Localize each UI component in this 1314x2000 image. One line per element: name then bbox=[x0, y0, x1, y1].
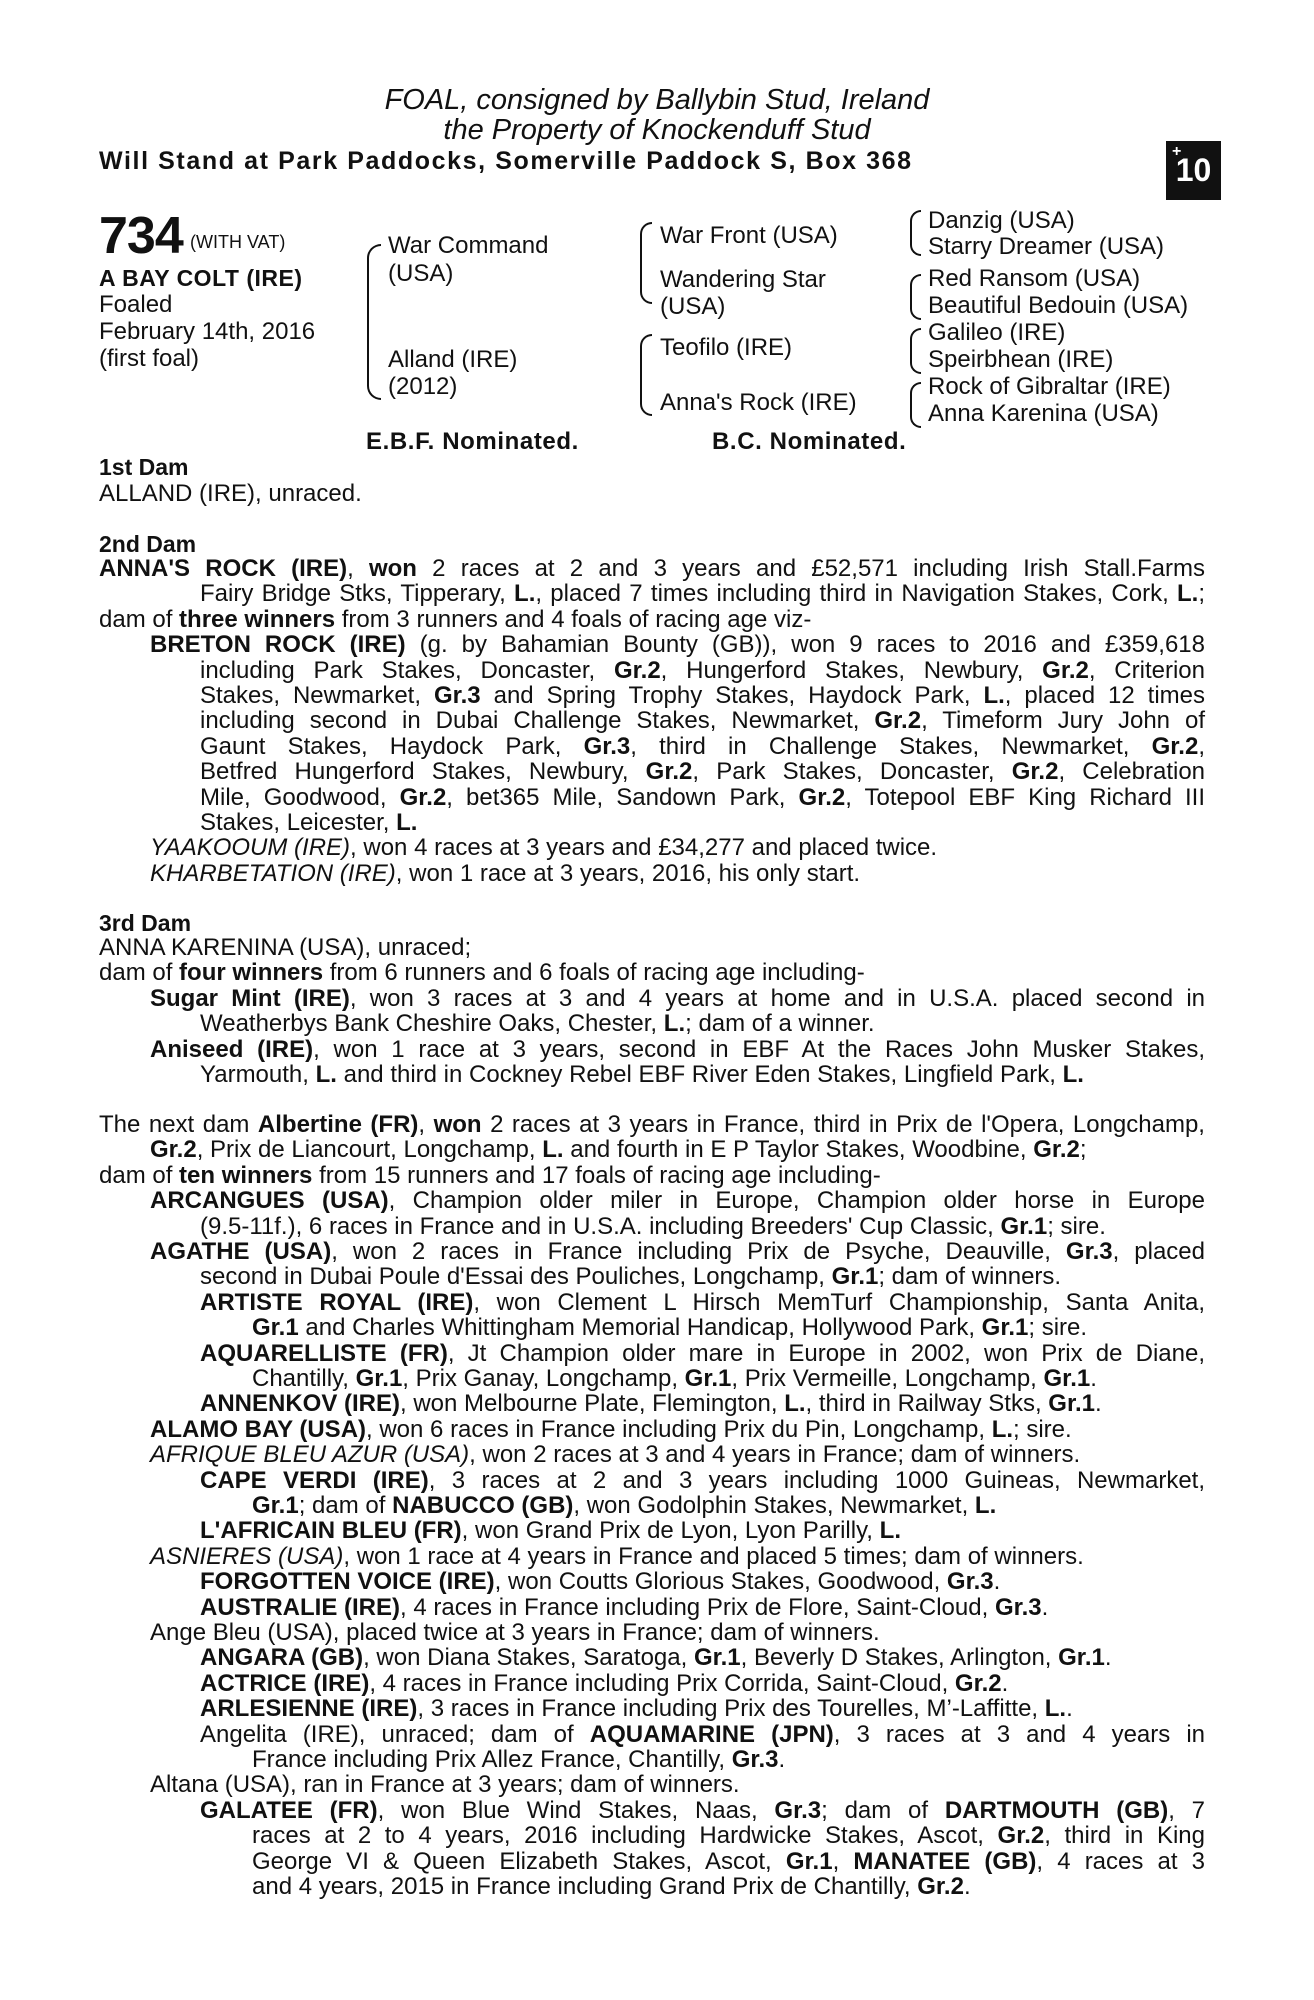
text-run: . bbox=[993, 1568, 1001, 1596]
text-run: BRETON ROCK (IRE) bbox=[150, 631, 406, 659]
consignor-line: FOAL, consigned by Ballybin Stud, Ireland bbox=[384, 84, 930, 116]
text-run: AQUARELLISTE (FR) bbox=[200, 1339, 448, 1367]
text-line bbox=[150, 1239, 1205, 1265]
text-run: dam of bbox=[99, 1161, 180, 1189]
text-run: Chantilly, bbox=[252, 1365, 356, 1392]
text-run: , won 1 race at 3 years, second in EBF At the Races John Musker Stakes, bbox=[313, 1035, 1205, 1063]
text-run: , Celebration bbox=[1058, 758, 1206, 786]
text-run: , Criterion bbox=[1088, 656, 1205, 684]
text-run: Weatherbys Bank Cheshire Oaks, Chester, bbox=[200, 1010, 664, 1038]
text-run: , 3 races in France including Prix des Tourelles, M’-Laffitte, bbox=[417, 1695, 1045, 1723]
text-run: Gr.3 bbox=[946, 1568, 994, 1596]
text-line bbox=[150, 1620, 880, 1646]
text-run: , third in King bbox=[1044, 1822, 1205, 1850]
text-run: Gaunt Stakes, Haydock Park, bbox=[200, 732, 584, 760]
text-run: , Park Stakes, Doncaster, bbox=[692, 758, 1012, 786]
text-run: , 4 races in France including Prix de Flore, Saint-Cloud, bbox=[400, 1593, 995, 1621]
text-run: Stakes, Leicester, bbox=[200, 809, 397, 836]
text-line bbox=[200, 1798, 1205, 1824]
text-run: ANGARA (GB) bbox=[200, 1644, 364, 1672]
first-foal-note: (first foal) bbox=[99, 345, 200, 372]
stand-location: Will Stand at Park Paddocks, Somerville Paddock S, Box 368 bbox=[99, 147, 913, 175]
text-run: and 4 years, 2015 in France including Grand Prix de Chantilly, bbox=[252, 1873, 918, 1900]
dam-sire: Teofilo (IRE) bbox=[660, 334, 793, 361]
text-line bbox=[200, 1671, 1008, 1697]
text-line bbox=[200, 1696, 1073, 1722]
text-line bbox=[200, 1569, 1000, 1595]
text-run: . bbox=[1041, 1593, 1049, 1621]
text-run: , Champion older miler in Europe, Champion older horse in Europe bbox=[388, 1187, 1206, 1215]
text-line bbox=[200, 1214, 1106, 1240]
text-run: Gr.3 bbox=[774, 1796, 822, 1824]
text-run: , 7 bbox=[1168, 1796, 1206, 1824]
text-line bbox=[252, 1747, 785, 1773]
brace-g1 bbox=[910, 210, 921, 256]
text-line bbox=[150, 1544, 1084, 1570]
text-run: races at 2 to 4 years, 2016 including Hardwicke Stakes, Ascot, bbox=[252, 1822, 998, 1850]
text-run: , bbox=[1198, 732, 1205, 760]
text-run: L. bbox=[315, 1061, 337, 1088]
text-run: MANATEE (GB) bbox=[853, 1847, 1037, 1875]
badge-10-icon bbox=[1166, 141, 1221, 200]
pedigree-brace-sire bbox=[640, 222, 652, 304]
text-run: The next dam bbox=[99, 1111, 258, 1138]
text-run: won bbox=[433, 1111, 482, 1138]
text-run: , Prix de Liancourt, Longchamp, bbox=[196, 1136, 543, 1164]
text-run: George VI & Queen Elizabeth Stakes, Ascot, bbox=[252, 1847, 786, 1875]
text-line bbox=[252, 1315, 1087, 1341]
text-run: from 15 runners and 17 foals of racing age including- bbox=[312, 1161, 881, 1189]
text-run: , Hungerford Stakes, Newbury, bbox=[660, 656, 1043, 684]
text-run: , Timeform Jury John of bbox=[921, 707, 1205, 735]
text-run: , Jt Champion older mare in Europe in 2002, won Prix de Diane, bbox=[447, 1339, 1206, 1367]
text-run: and Charles Whittingham Memorial Handicap, Hollywood Park, bbox=[298, 1314, 982, 1342]
ggs-3: Galileo (IRE) bbox=[928, 319, 1066, 346]
text-run: L'AFRICAIN BLEU (FR) bbox=[200, 1517, 462, 1545]
pedigree-brace-main bbox=[367, 244, 381, 400]
text-run: dam of bbox=[99, 605, 180, 633]
text-line bbox=[252, 1874, 971, 1900]
ggs-1: Danzig (USA) bbox=[928, 207, 1075, 234]
text-run: Yarmouth, bbox=[200, 1061, 316, 1088]
text-run: Gr.2 bbox=[1042, 656, 1089, 684]
text-run: ; sire. bbox=[1013, 1415, 1072, 1443]
text-run: , won 2 races in France including Prix de Psyche, Deauville, bbox=[331, 1238, 1066, 1265]
text-line bbox=[252, 1849, 1205, 1875]
text-line bbox=[200, 759, 1205, 785]
dam-dam: Anna's Rock (IRE) bbox=[660, 389, 857, 416]
text-run: ; bbox=[1079, 1136, 1087, 1164]
text-run: ANNA'S ROCK (IRE) bbox=[99, 555, 348, 582]
sire-dam: Wandering Star bbox=[660, 266, 826, 293]
text-run: Gr.1 bbox=[1048, 1390, 1095, 1418]
text-run: , 3 races at 2 and 3 years including 1000 Guineas, Newmarket, bbox=[428, 1466, 1205, 1494]
text-run: 2 races at 2 and 3 years and £52,571 including Irish Stall.Farms bbox=[416, 555, 1205, 582]
text-run: ; bbox=[1198, 580, 1205, 608]
text-run: Mile, Goodwood, bbox=[200, 783, 400, 811]
text-run: , 4 races in France including Prix Corrida, Saint-Cloud, bbox=[369, 1669, 955, 1697]
text-line bbox=[200, 1468, 1205, 1494]
ggd-1: Starry Dreamer (USA) bbox=[928, 233, 1165, 260]
text-run: L. bbox=[396, 809, 418, 836]
text-line bbox=[150, 1417, 1072, 1443]
text-run: , bbox=[347, 555, 369, 582]
text-run: ALAMO BAY (USA) bbox=[150, 1415, 367, 1443]
text-run: Gr.3 bbox=[731, 1746, 779, 1773]
text-line bbox=[200, 1062, 1084, 1088]
ggs-2: Red Ransom (USA) bbox=[928, 265, 1141, 292]
text-run: ten winners bbox=[179, 1161, 313, 1189]
text-run: Gr.1 bbox=[785, 1847, 833, 1875]
text-run: , won Godolphin Stakes, Newmarket, bbox=[573, 1492, 975, 1519]
text-run: 2 races at 3 years in France, third in Prix de l'Opera, Longchamp, bbox=[481, 1111, 1205, 1138]
text-run: Gr.3 bbox=[994, 1593, 1042, 1621]
text-line bbox=[200, 1341, 1205, 1367]
text-line bbox=[150, 632, 1205, 658]
text-run: from 6 runners and 6 foals of racing age including- bbox=[323, 959, 865, 987]
text-run: L. bbox=[1062, 1061, 1084, 1088]
text-run: Gr.1 bbox=[1000, 1212, 1048, 1240]
text-run: . bbox=[1095, 1390, 1102, 1418]
text-run: L. bbox=[991, 1415, 1014, 1443]
text-run: DARTMOUTH (GB) bbox=[944, 1796, 1169, 1824]
text-line bbox=[200, 1595, 1048, 1621]
text-run: Gr.3 bbox=[1065, 1238, 1113, 1265]
text-line bbox=[200, 1722, 1205, 1748]
text-line bbox=[200, 1011, 875, 1037]
text-run: AQUAMARINE (JPN) bbox=[589, 1720, 834, 1748]
first-dam-heading: 1st Dam bbox=[99, 454, 189, 480]
text-run: L. bbox=[514, 580, 536, 608]
brace-g4 bbox=[910, 382, 921, 428]
text-run: ; sire. bbox=[1028, 1314, 1088, 1342]
text-run: Angelita (IRE), unraced; dam of bbox=[200, 1720, 590, 1748]
text-run: ARTISTE ROYAL (IRE) bbox=[200, 1288, 474, 1316]
text-run: , bbox=[418, 1111, 434, 1138]
text-run: , third in Challenge Stakes, Newmarket, bbox=[630, 732, 1152, 760]
sire-dam-country: (USA) bbox=[660, 293, 726, 320]
text-run: , won 6 races in France including Prix du Pin, Longchamp, bbox=[366, 1415, 992, 1443]
text-run: ASNIERES (USA) bbox=[150, 1542, 344, 1570]
text-line bbox=[200, 1391, 1102, 1417]
text-line bbox=[150, 1188, 1205, 1214]
text-line bbox=[150, 1137, 1087, 1163]
text-run: , won Coutts Glorious Stakes, Goodwood, bbox=[494, 1568, 947, 1596]
text-run: L. bbox=[663, 1010, 686, 1038]
ggd-3: Speirbhean (IRE) bbox=[928, 346, 1114, 373]
text-run: KHARBETATION (IRE) bbox=[150, 859, 396, 887]
lot-title: A BAY COLT (IRE) bbox=[99, 265, 303, 291]
text-run: , placed bbox=[1112, 1238, 1206, 1265]
text-run: L. bbox=[542, 1136, 564, 1164]
vat-label: (WITH VAT) bbox=[190, 232, 286, 252]
text-line bbox=[99, 607, 811, 633]
text-run: dam of bbox=[99, 959, 180, 987]
text-run: , won 1 race at 3 years, 2016, his only start. bbox=[395, 859, 861, 887]
text-run: L. bbox=[784, 1390, 806, 1418]
text-run: , bet365 Mile, Sandown Park, bbox=[446, 783, 799, 811]
text-run: L. bbox=[879, 1517, 901, 1545]
text-run: FORGOTTEN VOICE (IRE) bbox=[200, 1568, 495, 1596]
text-run: , Prix Ganay, Longchamp, bbox=[402, 1365, 685, 1392]
text-run: Gr.2 bbox=[613, 656, 661, 684]
text-line bbox=[200, 1264, 1061, 1290]
text-run: , 3 races at 3 and 4 years in bbox=[833, 1720, 1206, 1748]
text-run: ; dam of bbox=[821, 1796, 945, 1824]
text-run: Gr.2 bbox=[150, 1136, 197, 1164]
dam-name: Alland (IRE) bbox=[388, 346, 518, 373]
text-run: (g. by Bahamian Bounty (GB)), won 9 races to 2016 and £359,618 bbox=[405, 631, 1206, 659]
text-run: , placed 12 times bbox=[1004, 682, 1206, 709]
ebf-nominated: E.B.F. Nominated. bbox=[366, 428, 579, 455]
text-run: . bbox=[1090, 1365, 1097, 1392]
text-line bbox=[200, 785, 1205, 811]
text-line bbox=[200, 734, 1205, 760]
text-line bbox=[150, 1037, 1205, 1063]
text-run: Gr.1 bbox=[252, 1314, 299, 1342]
text-line bbox=[150, 835, 937, 861]
text-line bbox=[252, 1823, 1205, 1849]
brace-g2 bbox=[910, 274, 921, 320]
text-run: , Prix Vermeille, Longchamp, bbox=[731, 1365, 1044, 1392]
text-run: Gr.3 bbox=[583, 732, 631, 760]
text-run: , Totepool EBF King Richard III bbox=[845, 783, 1206, 811]
text-run: . bbox=[1001, 1669, 1009, 1697]
text-run: Gr.2 bbox=[1151, 732, 1199, 760]
third-dam-heading: 3rd Dam bbox=[99, 910, 192, 936]
text-run: L. bbox=[1044, 1695, 1067, 1723]
text-run: , won Melbourne Plate, Flemington, bbox=[400, 1390, 785, 1418]
text-run: ARLESIENNE (IRE) bbox=[200, 1695, 418, 1723]
text-run: , won 2 races at 3 and 4 years in France; dam of winners. bbox=[469, 1441, 1081, 1469]
text-line bbox=[200, 683, 1205, 709]
text-run: and third in Cockney Rebel EBF River Eden Stakes, Lingfield Park, bbox=[336, 1061, 1063, 1088]
ggd-4: Anna Karenina (USA) bbox=[928, 400, 1159, 427]
text-run: ; dam of bbox=[298, 1492, 393, 1519]
text-run: Gr.1 bbox=[693, 1644, 741, 1672]
text-run: , Beverly D Stakes, Arlington, bbox=[740, 1644, 1059, 1672]
text-line bbox=[200, 708, 1205, 734]
dam-year: (2012) bbox=[388, 373, 458, 400]
bc-nominated: B.C. Nominated. bbox=[712, 428, 907, 455]
text-line bbox=[200, 581, 1205, 607]
text-run: three winners bbox=[179, 605, 336, 633]
text-run: , bbox=[832, 1847, 854, 1875]
text-run: won bbox=[368, 555, 417, 582]
text-line bbox=[200, 658, 1205, 684]
text-run: , won 1 race at 4 years in France and placed 5 times; dam of winners. bbox=[343, 1542, 1084, 1570]
text-run: second in Dubai Poule d'Essai des Pouliches, Longchamp, bbox=[200, 1263, 832, 1291]
text-run: including second in Dubai Challenge Stakes, Newmarket, bbox=[200, 707, 875, 735]
text-line bbox=[150, 986, 1205, 1012]
text-run: ANNENKOV (IRE) bbox=[200, 1390, 401, 1418]
text-run: Gr.1 bbox=[355, 1365, 403, 1392]
text-run: and Spring Trophy Stakes, Haydock Park, bbox=[480, 682, 984, 709]
text-line bbox=[150, 1772, 740, 1798]
text-run: Aniseed (IRE) bbox=[150, 1035, 314, 1063]
text-run: ANNA KARENINA (USA), unraced; bbox=[99, 934, 472, 961]
text-run: ARCANGUES (USA) bbox=[150, 1187, 389, 1215]
text-line bbox=[200, 1290, 1205, 1316]
text-run: . bbox=[963, 1873, 971, 1900]
text-run: Altana (USA), ran in France at 3 years; dam of winners. bbox=[150, 1771, 740, 1799]
text-run: France including Prix Allez France, Chantilly, bbox=[252, 1746, 732, 1773]
text-run: AGATHE (USA) bbox=[150, 1238, 332, 1265]
text-run: Gr.2 bbox=[1033, 1136, 1080, 1164]
text-run: GALATEE (FR) bbox=[200, 1796, 378, 1824]
text-run: YAAKOOUM (IRE) bbox=[150, 834, 351, 862]
text-run: , won Blue Wind Stakes, Naas, bbox=[377, 1796, 775, 1824]
text-run: Fairy Bridge Stks, Tipperary, bbox=[200, 580, 515, 608]
text-line bbox=[99, 1163, 881, 1189]
text-run: ; dam of a winner. bbox=[685, 1010, 875, 1038]
text-run: Gr.2 bbox=[874, 707, 922, 735]
text-run: L. bbox=[1177, 580, 1199, 608]
text-run: , won Clement L Hirsch MemTurf Championship, Santa Anita, bbox=[473, 1288, 1205, 1316]
brace-g3 bbox=[910, 328, 921, 374]
lot-number: 734 bbox=[99, 207, 183, 265]
text-run: Gr.2 bbox=[645, 758, 693, 786]
text-run: ACTRICE (IRE) bbox=[200, 1669, 370, 1697]
text-run: Sugar Mint (IRE) bbox=[150, 984, 350, 1012]
text-run: NABUCCO (GB) bbox=[392, 1492, 574, 1519]
pedigree-brace-dam bbox=[640, 334, 652, 416]
property-line: the Property of Knockenduff Stud bbox=[443, 114, 871, 146]
text-run: Gr.3 bbox=[433, 682, 481, 709]
text-run: , third in Railway Stks, bbox=[805, 1390, 1049, 1418]
text-run: (9.5-11f.), 6 races in France and in U.S.A. including Breeders' Cup Classic, bbox=[200, 1212, 1001, 1240]
first-dam-text: ALLAND (IRE), unraced. bbox=[99, 480, 362, 507]
text-line bbox=[200, 810, 417, 836]
text-run: Gr.1 bbox=[1058, 1644, 1105, 1672]
text-run: AFRIQUE BLEU AZUR (USA) bbox=[150, 1441, 470, 1469]
text-line bbox=[252, 1366, 1097, 1392]
text-run: Gr.2 bbox=[917, 1873, 964, 1900]
text-line bbox=[252, 1493, 996, 1519]
text-run: Gr.2 bbox=[798, 783, 846, 811]
text-line bbox=[99, 556, 1205, 582]
text-run: Gr.2 bbox=[954, 1669, 1002, 1697]
text-run: from 3 runners and 4 foals of racing age viz- bbox=[335, 605, 812, 633]
text-run: Gr.1 bbox=[981, 1314, 1029, 1342]
text-line bbox=[99, 935, 471, 961]
ggs-4: Rock of Gibraltar (IRE) bbox=[928, 373, 1171, 400]
text-run: . bbox=[1066, 1695, 1073, 1723]
text-run: including Park Stakes, Doncaster, bbox=[200, 656, 614, 684]
text-run: . bbox=[1104, 1644, 1112, 1672]
text-run: , won 4 races at 3 years and £34,277 and placed twice. bbox=[350, 834, 938, 862]
text-run: , won 3 races at 3 and 4 years at home and in U.S.A. placed second in bbox=[349, 984, 1206, 1012]
text-run: Gr.2 bbox=[1011, 758, 1059, 786]
badge-number: 10 bbox=[1175, 152, 1212, 188]
text-run: AUSTRALIE (IRE) bbox=[200, 1593, 400, 1621]
text-run: , 4 races at 3 bbox=[1036, 1847, 1206, 1875]
text-run: , won Diana Stakes, Saratoga, bbox=[363, 1644, 694, 1672]
text-run: Betfred Hungerford Stakes, Newbury, bbox=[200, 758, 646, 786]
text-line bbox=[99, 960, 865, 986]
text-line bbox=[99, 1112, 1205, 1138]
text-run: four winners bbox=[179, 959, 324, 987]
text-line bbox=[150, 861, 860, 887]
text-run: Gr.2 bbox=[997, 1822, 1045, 1850]
text-line bbox=[200, 1518, 901, 1544]
text-run: , placed 7 times including third in Navigation Stakes, Cork, bbox=[535, 580, 1177, 608]
text-run: Gr.1 bbox=[252, 1492, 299, 1519]
text-run: and fourth in E P Taylor Stakes, Woodbine, bbox=[563, 1136, 1034, 1164]
sire-sire: War Front (USA) bbox=[660, 222, 838, 249]
text-line bbox=[150, 1442, 1080, 1468]
text-run: Ange Bleu (USA), placed twice at 3 years in France; dam of winners. bbox=[150, 1619, 880, 1646]
second-dam-heading: 2nd Dam bbox=[99, 531, 197, 557]
text-run: ; dam of winners. bbox=[878, 1263, 1062, 1291]
sire-name: War Command bbox=[388, 232, 549, 259]
text-run: L. bbox=[983, 682, 1005, 709]
text-run: CAPE VERDI (IRE) bbox=[200, 1466, 429, 1494]
text-run: Gr.2 bbox=[399, 783, 447, 811]
text-run: Gr.1 bbox=[684, 1365, 732, 1392]
text-run: , won Grand Prix de Lyon, Lyon Parilly, bbox=[461, 1517, 880, 1545]
text-run: ; sire. bbox=[1047, 1212, 1106, 1240]
badge-plus: + bbox=[1172, 143, 1182, 160]
text-run: Stakes, Newmarket, bbox=[200, 682, 434, 709]
sire-country: (USA) bbox=[388, 260, 454, 287]
text-run: Albertine (FR) bbox=[257, 1111, 419, 1138]
foaled-date: February 14th, 2016 bbox=[99, 318, 316, 345]
text-run: Gr.1 bbox=[1043, 1365, 1091, 1392]
text-run: . bbox=[778, 1746, 786, 1773]
ggd-2: Beautiful Bedouin (USA) bbox=[928, 292, 1189, 319]
text-line bbox=[200, 1645, 1112, 1671]
text-run: L. bbox=[974, 1492, 997, 1519]
text-run: Gr.1 bbox=[831, 1263, 879, 1291]
foaled-label: Foaled bbox=[99, 291, 173, 318]
